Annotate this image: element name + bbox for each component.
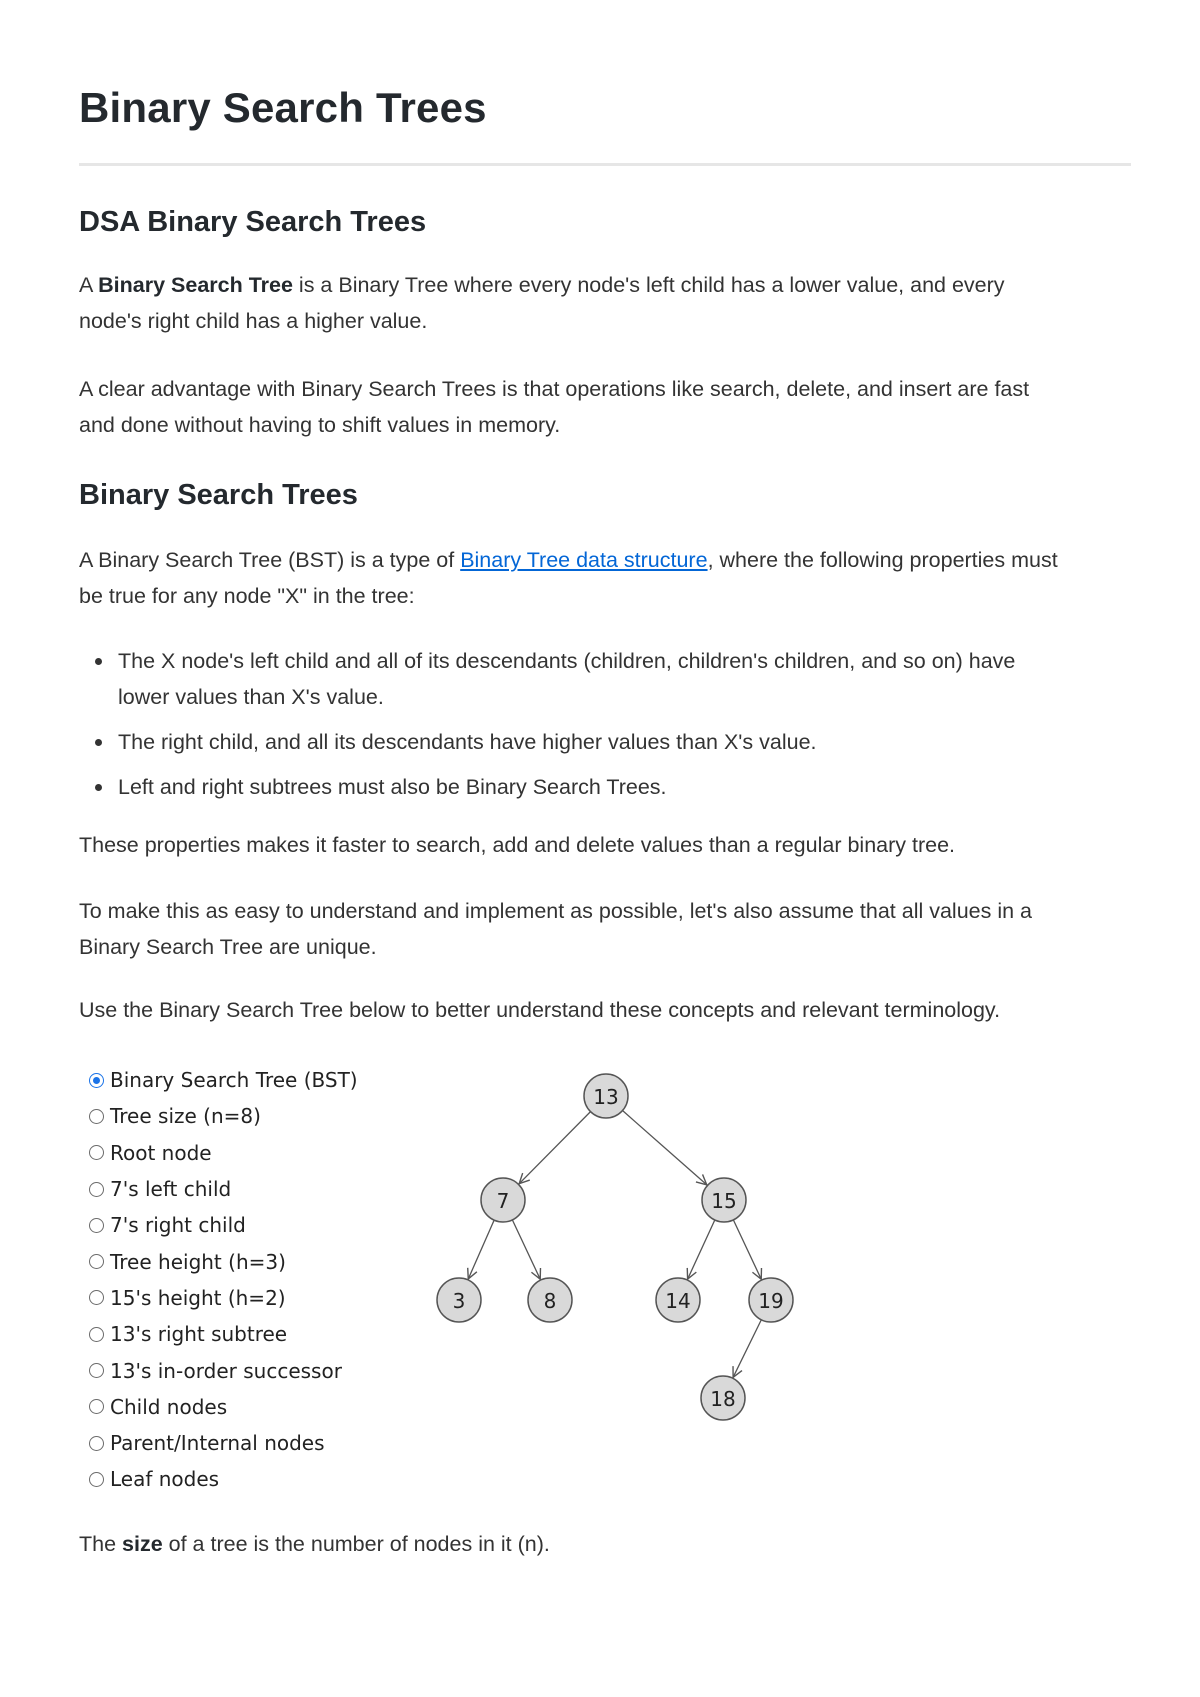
option-tree-size[interactable]: Tree size (n=8) xyxy=(89,1098,358,1134)
option-bst[interactable]: Binary Search Tree (BST) xyxy=(89,1062,358,1098)
tree-node-3 xyxy=(437,1278,481,1322)
tree-edge-7-3 xyxy=(468,1220,494,1279)
properties-summary-paragraph: These properties makes it faster to search, add and delete values than a regular binary tree. xyxy=(79,833,956,857)
tree-node-label: 15 xyxy=(711,1189,737,1213)
size-term: size xyxy=(122,1532,163,1556)
tree-node-label: 19 xyxy=(758,1289,784,1313)
section-heading-bst: Binary Search Trees xyxy=(79,479,358,511)
bst-definition-paragraph: A Binary Search Tree (BST) is a type of Binary Tree data structure, where the following properties must be true for any node "X" in the tree: xyxy=(79,548,1058,608)
tree-node-18 xyxy=(701,1376,745,1420)
tree-node-label: 14 xyxy=(665,1289,691,1313)
tree-node-label: 13 xyxy=(593,1085,619,1109)
unique-values-paragraph: To make this as easy to understand and implement as possible, let's also assume that all values in a Binary Search Tree are unique. xyxy=(79,899,1033,959)
option-7-right-child[interactable]: 7's right child xyxy=(89,1207,358,1243)
list-item: Left and right subtrees must also be Binary Search Trees. xyxy=(79,769,1131,805)
tree-edge-7-8 xyxy=(512,1220,540,1279)
tree-edge-15-19 xyxy=(733,1220,761,1279)
tree-node-14 xyxy=(656,1278,700,1322)
tree-node-13 xyxy=(584,1074,628,1118)
page-title: Binary Search Trees xyxy=(79,84,487,131)
tree-node-label: 18 xyxy=(710,1387,736,1411)
intro-line-1: A Binary Search Tree is a Binary Tree where every node's left child has a lower value, and every xyxy=(79,273,1005,297)
option-leaf-nodes[interactable]: Leaf nodes xyxy=(89,1461,358,1497)
option-child-nodes[interactable]: Child nodes xyxy=(89,1389,358,1425)
size-paragraph: The size of a tree is the number of nodes in it (n). xyxy=(79,1532,550,1556)
bst-term: Binary Search Tree xyxy=(98,273,293,297)
tree-node-label: 7 xyxy=(496,1189,510,1213)
option-tree-height[interactable]: Tree height (h=3) xyxy=(89,1243,358,1279)
advantage-paragraph: A clear advantage with Binary Search Trees is that operations like search, delete, and insert are fast and done without having to shift values in memory. xyxy=(79,377,1030,437)
option-7-left-child[interactable]: 7's left child xyxy=(89,1171,358,1207)
tree-node-8 xyxy=(528,1278,572,1322)
option-13-successor[interactable]: 13's in-order successor xyxy=(89,1352,358,1388)
tree-edge-13-15 xyxy=(623,1111,707,1185)
tree-node-19 xyxy=(749,1278,793,1322)
tree-node-label: 3 xyxy=(452,1289,466,1313)
option-parent-nodes[interactable]: Parent/Internal nodes xyxy=(89,1425,358,1461)
binary-tree-link[interactable]: Binary Tree data structure xyxy=(460,548,708,572)
usage-paragraph: Use the Binary Search Tree below to better understand these concepts and relevant terminology. xyxy=(79,998,1001,1022)
tree-edge-15-14 xyxy=(688,1220,715,1279)
option-root-node[interactable]: Root node xyxy=(89,1135,358,1171)
tree-node-label: 8 xyxy=(543,1289,557,1313)
section-heading-dsa-bst: DSA Binary Search Trees xyxy=(79,206,427,238)
option-13-right-subtree[interactable]: 13's right subtree xyxy=(89,1316,358,1352)
tree-node-7 xyxy=(481,1178,525,1222)
tree-edge-19-18 xyxy=(733,1320,761,1378)
tree-node-15 xyxy=(702,1178,746,1222)
option-15-height[interactable]: 15's height (h=2) xyxy=(89,1280,358,1316)
intro-line-2: node's right child has a higher value. xyxy=(79,309,428,333)
list-item: The X node's left child and all of its descendants (children, children's children, and so on) have lower values than X's value. xyxy=(79,643,1131,715)
list-item: The right child, and all its descendants have higher values than X's value. xyxy=(79,724,1131,760)
tree-edge-13-7 xyxy=(519,1112,590,1184)
